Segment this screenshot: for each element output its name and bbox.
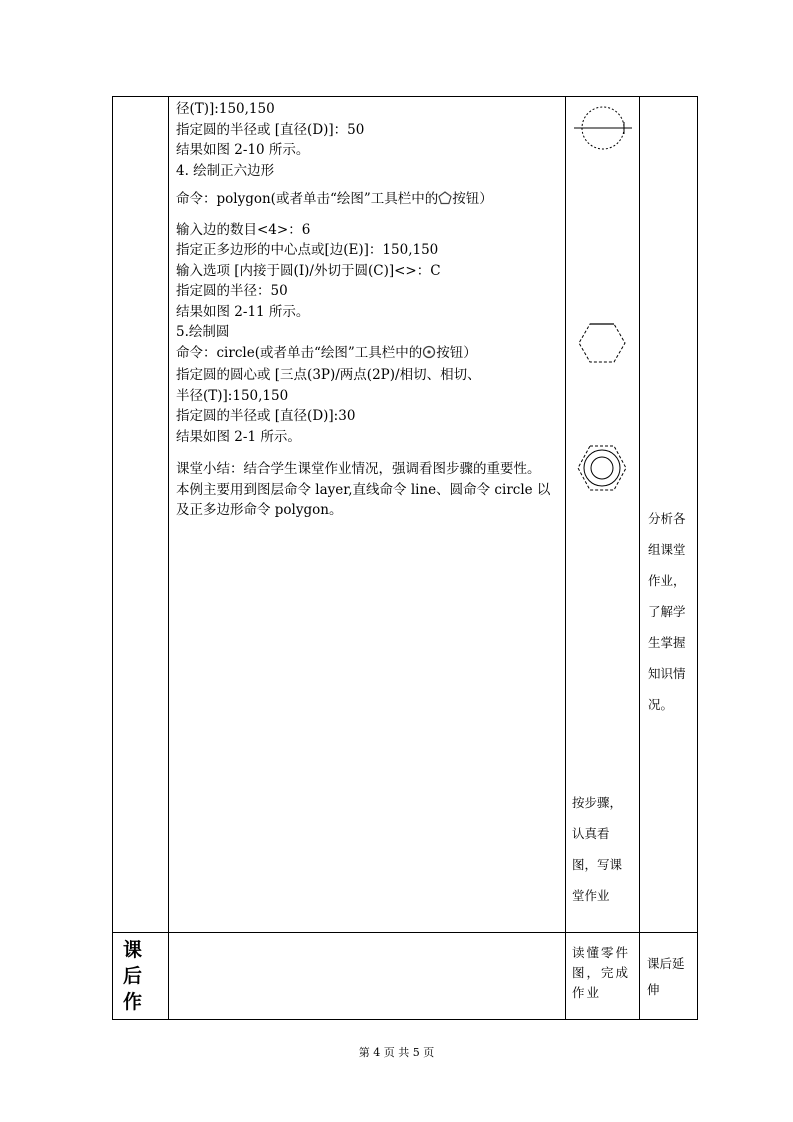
homework-title (113, 933, 168, 1015)
text-line: 径(T)]:150,150 (176, 101, 275, 117)
text-line: 指定圆的半径或 [直径(D)]：50 (176, 121, 365, 138)
teacher-note-line: 了解学 (648, 604, 686, 619)
polygon-command-suffix: 按钮） (452, 191, 493, 207)
circle-tool-icon (422, 345, 436, 366)
teacher-note-line: 组课堂 (648, 542, 686, 557)
circle-command-prefix: 命令：circle(或者单击“绘图”工具栏中的 (176, 344, 423, 361)
class-summary: 课堂小结：结合学生课堂作业情况，强调看图步骤的重要性。 (176, 461, 541, 477)
homework-title-char: 作 (123, 991, 143, 1013)
circle-command-line (176, 343, 559, 366)
hexagon-circles-figure (576, 442, 628, 494)
procedure-text (169, 97, 565, 521)
homework-teacher-line: 课后延 (647, 956, 685, 971)
student-activity (566, 787, 640, 911)
text-line: 指定正多边形的中心点或[边(E)]：150,150 (176, 242, 439, 258)
homework-student-text: 读懂零件图，完成作业 (572, 945, 631, 1000)
teacher-note-line: 况。 (648, 697, 674, 712)
page-footer: 第 4 页 共 5 页 (358, 1046, 435, 1059)
homework-student-cell (566, 933, 640, 1020)
teacher-note-line: 生掌握 (648, 635, 686, 650)
student-activity-line: 按步骤， (572, 795, 623, 810)
text-line: 输入选项 [内接于圆(I)/外切于圆(C)]<>：C (176, 262, 441, 279)
teacher-note-line: 知识情 (648, 666, 686, 681)
hexagon-figure (576, 319, 628, 367)
summary-commands: 本例主要用到图层命令 layer,直线命令 line、圆命令 circle 以及正多边形命令 polygon。 (176, 481, 551, 518)
polygon-command-line (176, 189, 559, 212)
homework-title-char: 课 (123, 939, 143, 961)
lesson-table (112, 96, 698, 1020)
text-line: 输入边的数目<4>：6 (176, 221, 311, 238)
text-line: 结果如图 2-1 所示。 (176, 428, 301, 445)
step-heading: 4. 绘制正六边形 (176, 162, 275, 179)
text-line: 结果如图 2-10 所示。 (176, 142, 310, 158)
step-heading: 5.绘制圆 (176, 324, 230, 340)
steps-row (113, 97, 698, 933)
text-line: 指定圆的圆心或 [三点(3P)/两点(2P)/相切、相切、 (176, 367, 481, 383)
teacher-note-line: 分析各 (648, 511, 686, 526)
student-activity-line: 图，写课 (572, 857, 623, 872)
homework-title-char: 后 (123, 965, 143, 987)
text-line: 指定圆的半径或 [直径(D)]:30 (176, 408, 356, 424)
figure-cell (566, 97, 640, 933)
teacher-note-line: 作业， (648, 573, 686, 588)
homework-teacher-text (640, 933, 697, 1003)
polygon-command-prefix: 命令：polygon(或者单击“绘图”工具栏中的 (176, 191, 439, 207)
pentagon-icon (438, 191, 452, 212)
circle-command-suffix: 按钮） (436, 344, 477, 361)
homework-content-cell (169, 933, 566, 1020)
homework-label-cell (113, 933, 169, 1020)
homework-row (113, 933, 698, 1020)
teacher-note-cell (640, 97, 698, 933)
homework-teacher-line: 伸 (647, 982, 660, 997)
teacher-note (640, 97, 697, 720)
text-line: 半径(T)]:150,150 (176, 387, 289, 404)
procedure-cell (169, 97, 566, 933)
section-label-cell (113, 97, 169, 933)
circle-centerline-figure (572, 103, 634, 153)
homework-teacher-cell (640, 933, 698, 1020)
text-line: 结果如图 2-11 所示。 (176, 303, 310, 320)
student-activity-line: 堂作业 (572, 888, 610, 903)
student-activity-line: 认真看 (572, 826, 610, 841)
text-line: 指定圆的半径：50 (176, 283, 288, 299)
